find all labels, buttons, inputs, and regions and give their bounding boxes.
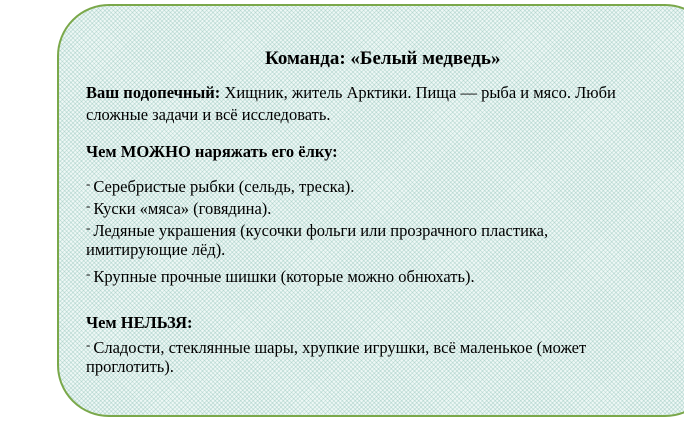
ward-line-2: сложные задачи и всё исследовать. <box>86 105 331 124</box>
dash-marker: - <box>86 337 91 352</box>
allowed-heading: Чем МОЖНО наряжать его ёлку: <box>86 142 338 161</box>
allowed-item-text: Куски «мяса» (говядина). <box>93 199 272 218</box>
allowed-item-text: Серебристые рыбки (сельдь, треска). <box>93 177 355 196</box>
forbidden-item-1-continued <box>86 356 684 378</box>
dash-marker: - <box>86 266 91 281</box>
forbidden-heading: Чем НЕЛЬЗЯ: <box>86 313 193 332</box>
dash-marker: - <box>86 176 91 191</box>
allowed-item-text: Ледяные украшения (кусочки фольги или прозрачного пластика, <box>93 221 549 240</box>
forbidden-item-text: Сладости, стеклянные шары, хрупкие игрушки, всё маленькое (может <box>93 338 587 357</box>
allowed-item-text: имитирующие лёд). <box>86 240 226 259</box>
dash-marker: - <box>86 220 91 235</box>
allowed-item-3-continued <box>86 239 684 261</box>
forbidden-item-text: проглотить). <box>86 357 174 376</box>
ward-label: Ваш подопечный: <box>86 83 221 102</box>
allowed-item-text: Крупные прочные шишки (которые можно обнюхать). <box>93 267 475 286</box>
allowed-item-4 <box>86 263 684 288</box>
ward-line-1: Хищник, житель Арктики. Пища — рыба и мясо. Люби <box>220 83 616 102</box>
ward-description <box>86 82 684 104</box>
ward-description-continued <box>86 104 684 126</box>
dash-marker: - <box>86 198 91 213</box>
card-title-text: Команда: «Белый медведь» <box>265 48 501 69</box>
